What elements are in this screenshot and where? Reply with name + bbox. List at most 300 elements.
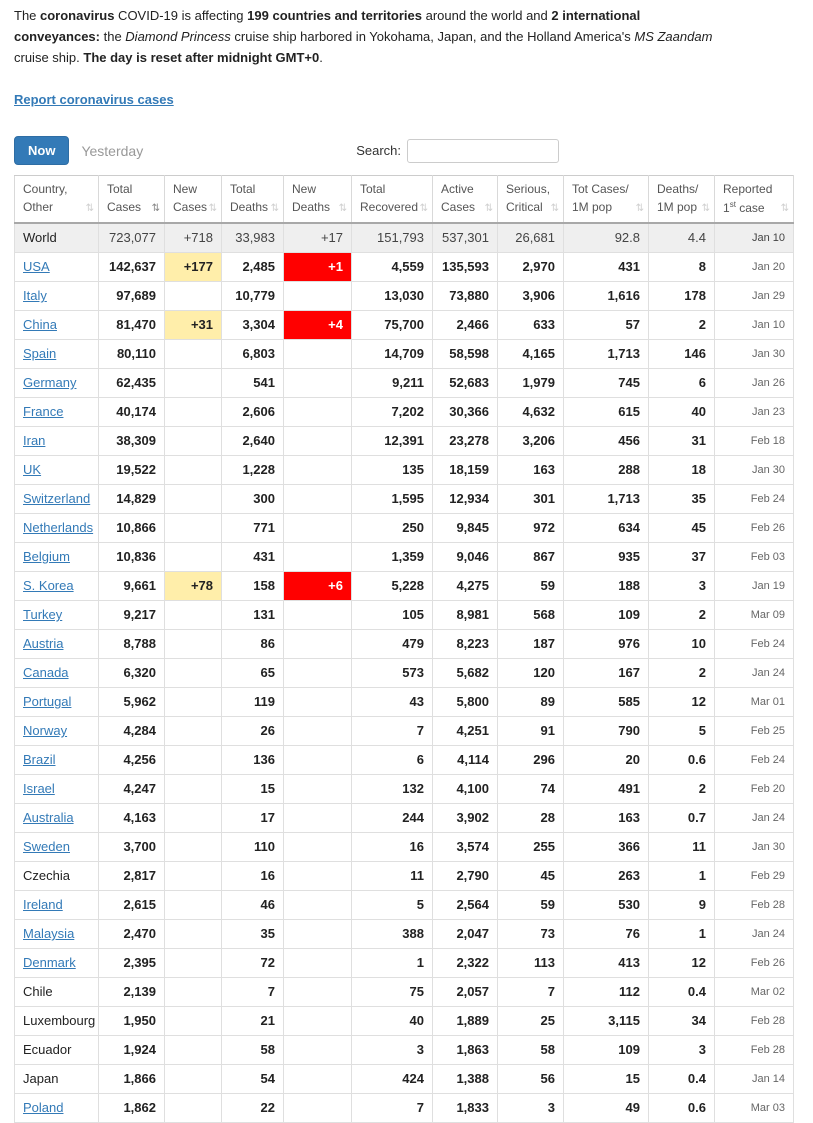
cell-new-deaths (284, 948, 352, 977)
cell-total-recovered: 5 (352, 890, 433, 919)
cell-first-case: Feb 26 (715, 948, 794, 977)
cell-tot-cases-1m: 49 (564, 1093, 649, 1122)
cell-new-deaths (284, 861, 352, 890)
cell-serious-critical: 25 (498, 1006, 564, 1035)
search-input[interactable] (407, 139, 559, 163)
cell-serious-critical: 2,970 (498, 252, 564, 281)
sort-icon: ⇅ (151, 202, 160, 214)
cell-new-cases (165, 948, 222, 977)
cell-active-cases: 4,114 (433, 745, 498, 774)
cell-first-case: Jan 10 (715, 310, 794, 339)
cell-country (15, 832, 99, 861)
cell-first-case: Jan 14 (715, 1064, 794, 1093)
country-label: Luxembourg (23, 1013, 96, 1029)
country-link[interactable]: Poland (23, 1100, 64, 1116)
cell-active-cases: 73,880 (433, 281, 498, 310)
cell-active-cases: 52,683 (433, 368, 498, 397)
country-link[interactable]: Australia (23, 810, 74, 826)
cell-deaths-1m: 6 (649, 368, 715, 397)
cell-serious-critical: 45 (498, 861, 564, 890)
cell-deaths-1m: 1 (649, 861, 715, 890)
cell-total-deaths: 17 (222, 803, 284, 832)
cell-total-recovered: 13,030 (352, 281, 433, 310)
table-row (15, 542, 794, 571)
cell-total-deaths: 16 (222, 861, 284, 890)
cell-new-deaths: +17 (284, 223, 352, 252)
cell-active-cases: 18,159 (433, 455, 498, 484)
cell-total-cases: 2,615 (99, 890, 165, 919)
country-label: Japan (23, 1071, 59, 1087)
cell-total-recovered: 75 (352, 977, 433, 1006)
cell-total-deaths: 2,485 (222, 252, 284, 281)
cell-total-cases: 10,866 (99, 513, 165, 542)
country-link[interactable]: Ireland (23, 897, 63, 913)
table-row (15, 310, 794, 339)
cell-first-case: Jan 19 (715, 571, 794, 600)
table-row (15, 281, 794, 310)
cell-first-case: Jan 20 (715, 252, 794, 281)
cell-total-recovered: 43 (352, 687, 433, 716)
table-row (15, 1006, 794, 1035)
cell-country (15, 455, 99, 484)
cell-first-case: Jan 10 (715, 223, 794, 252)
country-link[interactable]: Norway (23, 723, 68, 739)
col-header-tot-cases-1m[interactable]: Tot Cases/ 1M pop ⇅ (564, 176, 649, 223)
sort-icon: ⇅ (338, 202, 347, 214)
cell-new-deaths (284, 977, 352, 1006)
country-link[interactable]: Austria (23, 636, 64, 652)
cell-serious-critical: 56 (498, 1064, 564, 1093)
cell-deaths-1m: 0.4 (649, 977, 715, 1006)
cell-deaths-1m: 3 (649, 571, 715, 600)
cell-deaths-1m: 0.7 (649, 803, 715, 832)
cell-tot-cases-1m: 15 (564, 1064, 649, 1093)
cell-new-cases (165, 368, 222, 397)
cell-serious-critical: 89 (498, 687, 564, 716)
cell-country (15, 600, 99, 629)
cell-new-deaths (284, 542, 352, 571)
cell-deaths-1m: 9 (649, 890, 715, 919)
col-header-active-cases[interactable]: Active Cases ⇅ (433, 176, 498, 223)
country-link[interactable]: Spain (23, 346, 57, 362)
cell-deaths-1m: 2 (649, 600, 715, 629)
cell-new-cases (165, 832, 222, 861)
cell-new-deaths (284, 484, 352, 513)
sort-icon: ⇅ (701, 202, 710, 214)
cell-tot-cases-1m: 530 (564, 890, 649, 919)
table-row (15, 629, 794, 658)
cell-new-cases (165, 600, 222, 629)
cell-total-recovered: 7,202 (352, 397, 433, 426)
cell-new-cases (165, 426, 222, 455)
cell-deaths-1m: 37 (649, 542, 715, 571)
cell-first-case: Mar 03 (715, 1093, 794, 1122)
table-row (15, 600, 794, 629)
cell-first-case: Jan 23 (715, 397, 794, 426)
country-link[interactable]: UK (23, 462, 42, 478)
cell-total-cases: 4,284 (99, 716, 165, 745)
cell-new-cases: +31 (165, 310, 222, 339)
cell-total-deaths: 136 (222, 745, 284, 774)
table-row (15, 861, 794, 890)
cell-total-cases: 1,924 (99, 1035, 165, 1064)
country-link[interactable]: Malaysia (23, 926, 75, 942)
cell-active-cases: 537,301 (433, 223, 498, 252)
cell-new-cases: +177 (165, 252, 222, 281)
table-row (15, 484, 794, 513)
cell-first-case: Feb 29 (715, 861, 794, 890)
country-link[interactable]: Brazil (23, 752, 56, 768)
cell-total-deaths: 35 (222, 919, 284, 948)
sort-icon: ⇅ (85, 202, 94, 214)
cell-first-case: Feb 24 (715, 484, 794, 513)
cell-total-recovered: 424 (352, 1064, 433, 1093)
cell-country (15, 571, 99, 600)
cell-country (15, 397, 99, 426)
cell-active-cases: 9,845 (433, 513, 498, 542)
country-label: World (23, 230, 57, 246)
cell-country (15, 542, 99, 571)
table-row (15, 1093, 794, 1122)
cell-deaths-1m: 0.6 (649, 1093, 715, 1122)
cell-total-recovered: 9,211 (352, 368, 433, 397)
cell-serious-critical: 120 (498, 658, 564, 687)
cell-tot-cases-1m: 745 (564, 368, 649, 397)
cell-active-cases: 1,863 (433, 1035, 498, 1064)
cell-active-cases: 58,598 (433, 339, 498, 368)
cell-tot-cases-1m: 188 (564, 571, 649, 600)
cell-country (15, 919, 99, 948)
table-row (15, 1064, 794, 1093)
table-row (15, 571, 794, 600)
cell-deaths-1m: 2 (649, 774, 715, 803)
cell-total-recovered: 244 (352, 803, 433, 832)
table-row (15, 948, 794, 977)
cell-active-cases: 4,100 (433, 774, 498, 803)
country-link[interactable]: S. Korea (23, 578, 74, 594)
cell-tot-cases-1m: 431 (564, 252, 649, 281)
cell-new-deaths (284, 455, 352, 484)
cell-serious-critical: 296 (498, 745, 564, 774)
search-label: Search: (356, 143, 402, 159)
cell-new-deaths (284, 339, 352, 368)
cell-total-cases: 4,256 (99, 745, 165, 774)
cell-total-cases: 19,522 (99, 455, 165, 484)
cell-tot-cases-1m: 366 (564, 832, 649, 861)
sort-icon: ⇅ (635, 202, 644, 214)
cell-deaths-1m: 1 (649, 919, 715, 948)
country-link[interactable]: Portugal (23, 694, 72, 710)
country-link[interactable]: China (23, 317, 57, 333)
col-header-total-recovered[interactable]: Total Recovered ⇅ (352, 176, 433, 223)
cell-total-deaths: 15 (222, 774, 284, 803)
cell-new-deaths (284, 281, 352, 310)
cell-new-deaths (284, 774, 352, 803)
cell-serious-critical: 3,206 (498, 426, 564, 455)
cell-total-recovered: 3 (352, 1035, 433, 1064)
cell-serious-critical: 59 (498, 571, 564, 600)
country-link[interactable]: USA (23, 259, 50, 275)
table-row (15, 252, 794, 281)
cell-serious-critical: 3 (498, 1093, 564, 1122)
cell-total-recovered: 40 (352, 1006, 433, 1035)
col-header-deaths-1m[interactable]: Deaths/ 1M pop ⇅ (649, 176, 715, 223)
cell-total-deaths: 54 (222, 1064, 284, 1093)
cell-active-cases: 12,934 (433, 484, 498, 513)
cell-new-cases (165, 861, 222, 890)
cell-new-cases (165, 1035, 222, 1064)
cell-active-cases: 4,275 (433, 571, 498, 600)
cell-serious-critical: 4,165 (498, 339, 564, 368)
col-header-first-case[interactable]: Reported 1st case ⇅ (715, 176, 794, 223)
cell-new-deaths: +4 (284, 310, 352, 339)
cell-new-cases (165, 1064, 222, 1093)
cell-country (15, 1006, 99, 1035)
cell-tot-cases-1m: 1,713 (564, 484, 649, 513)
cell-active-cases: 1,388 (433, 1064, 498, 1093)
cell-serious-critical: 255 (498, 832, 564, 861)
cell-deaths-1m: 11 (649, 832, 715, 861)
cell-new-deaths (284, 513, 352, 542)
cell-new-deaths (284, 397, 352, 426)
cell-new-cases: +78 (165, 571, 222, 600)
cell-tot-cases-1m: 413 (564, 948, 649, 977)
cell-country (15, 716, 99, 745)
country-label: Czechia (23, 868, 70, 884)
cell-deaths-1m: 5 (649, 716, 715, 745)
cell-tot-cases-1m: 57 (564, 310, 649, 339)
cell-total-recovered: 12,391 (352, 426, 433, 455)
table-row (15, 890, 794, 919)
table-row (15, 774, 794, 803)
country-link[interactable]: Sweden (23, 839, 70, 855)
cell-tot-cases-1m: 112 (564, 977, 649, 1006)
cell-first-case: Jan 30 (715, 339, 794, 368)
cell-new-cases (165, 484, 222, 513)
cell-total-cases: 10,836 (99, 542, 165, 571)
cell-total-recovered: 1 (352, 948, 433, 977)
col-header-total-deaths[interactable]: Total Deaths ⇅ (222, 176, 284, 223)
cell-tot-cases-1m: 288 (564, 455, 649, 484)
cell-new-cases: +718 (165, 223, 222, 252)
cell-new-deaths (284, 629, 352, 658)
cell-total-cases: 3,700 (99, 832, 165, 861)
table-body (15, 223, 794, 1122)
cell-country (15, 658, 99, 687)
cell-new-cases (165, 1093, 222, 1122)
table-row (15, 832, 794, 861)
col-header-country[interactable]: Country, Other ⇅ (15, 176, 99, 223)
cell-country (15, 281, 99, 310)
cell-deaths-1m: 2 (649, 310, 715, 339)
country-label: Chile (23, 984, 53, 1000)
cell-active-cases: 5,682 (433, 658, 498, 687)
table-row (15, 716, 794, 745)
cell-total-cases: 2,470 (99, 919, 165, 948)
cell-total-cases: 97,689 (99, 281, 165, 310)
cell-new-deaths (284, 1035, 352, 1064)
table-row (15, 745, 794, 774)
cell-tot-cases-1m: 790 (564, 716, 649, 745)
cell-total-recovered: 75,700 (352, 310, 433, 339)
cell-tot-cases-1m: 976 (564, 629, 649, 658)
table-row (15, 397, 794, 426)
cell-deaths-1m: 10 (649, 629, 715, 658)
cell-active-cases: 3,574 (433, 832, 498, 861)
country-link[interactable]: Netherlands (23, 520, 94, 536)
cell-new-cases (165, 803, 222, 832)
cell-tot-cases-1m: 167 (564, 658, 649, 687)
cell-total-deaths: 3,304 (222, 310, 284, 339)
cell-total-deaths: 86 (222, 629, 284, 658)
intro-paragraph: The coronavirus COVID-19 is affecting 199 countries and territories around the world and 2 international conveyances: the Diamond Princess cruise ship harbored in Yokohama, Japan, and the Holland America's MS Zaandam cruise ship. The day is reset after midnight GMT+0. (14, 8, 713, 65)
cell-total-deaths: 6,803 (222, 339, 284, 368)
cell-new-deaths (284, 1006, 352, 1035)
country-link[interactable]: Turkey (23, 607, 63, 623)
cell-country (15, 1035, 99, 1064)
sort-icon: ⇅ (419, 202, 428, 214)
table-row (15, 919, 794, 948)
cell-total-deaths: 1,228 (222, 455, 284, 484)
country-label: Ecuador (23, 1042, 72, 1058)
cell-serious-critical: 3,906 (498, 281, 564, 310)
cell-total-cases: 14,829 (99, 484, 165, 513)
table-row (15, 455, 794, 484)
cell-total-deaths: 771 (222, 513, 284, 542)
cell-first-case: Jan 24 (715, 919, 794, 948)
report-cases-link[interactable]: Report coronavirus cases (14, 92, 174, 108)
sort-icon: ⇅ (208, 202, 217, 214)
now-button[interactable]: Now (14, 136, 69, 165)
cell-first-case: Feb 24 (715, 745, 794, 774)
col-header-new-cases[interactable]: New Cases ⇅ (165, 176, 222, 223)
cell-active-cases: 2,322 (433, 948, 498, 977)
cell-total-deaths: 26 (222, 716, 284, 745)
cell-new-deaths (284, 658, 352, 687)
country-link[interactable]: Canada (23, 665, 69, 681)
cell-country (15, 339, 99, 368)
cell-total-deaths: 58 (222, 1035, 284, 1064)
country-link[interactable]: Iran (23, 433, 46, 449)
cell-new-deaths (284, 687, 352, 716)
table-row (15, 687, 794, 716)
cell-first-case: Mar 09 (715, 600, 794, 629)
country-link[interactable]: Denmark (23, 955, 76, 971)
cell-new-deaths (284, 803, 352, 832)
country-link[interactable]: Switzerland (23, 491, 91, 507)
cell-tot-cases-1m: 491 (564, 774, 649, 803)
cell-tot-cases-1m: 456 (564, 426, 649, 455)
cell-deaths-1m: 18 (649, 455, 715, 484)
cell-deaths-1m: 3 (649, 1035, 715, 1064)
cell-total-deaths: 21 (222, 1006, 284, 1035)
sort-icon: ⇅ (484, 202, 493, 214)
controls-bar (14, 136, 799, 165)
cell-total-recovered: 16 (352, 832, 433, 861)
cell-deaths-1m: 35 (649, 484, 715, 513)
cell-total-recovered: 132 (352, 774, 433, 803)
cell-total-deaths: 541 (222, 368, 284, 397)
country-link[interactable]: France (23, 404, 64, 420)
cell-new-cases (165, 455, 222, 484)
cell-tot-cases-1m: 20 (564, 745, 649, 774)
cell-tot-cases-1m: 163 (564, 803, 649, 832)
cell-new-deaths: +1 (284, 252, 352, 281)
cell-serious-critical: 91 (498, 716, 564, 745)
cell-deaths-1m: 146 (649, 339, 715, 368)
col-header-new-deaths[interactable]: New Deaths ⇅ (284, 176, 352, 223)
cell-total-cases: 5,962 (99, 687, 165, 716)
table-row (15, 513, 794, 542)
cell-tot-cases-1m: 615 (564, 397, 649, 426)
cell-active-cases: 1,833 (433, 1093, 498, 1122)
country-link[interactable]: Belgium (23, 549, 70, 565)
cell-first-case: Feb 26 (715, 513, 794, 542)
cell-new-deaths (284, 1093, 352, 1122)
cell-total-cases: 4,247 (99, 774, 165, 803)
table-row (15, 803, 794, 832)
col-header-serious-critical[interactable]: Serious, Critical ⇅ (498, 176, 564, 223)
cell-deaths-1m: 178 (649, 281, 715, 310)
cell-new-deaths (284, 426, 352, 455)
cell-country (15, 629, 99, 658)
cell-tot-cases-1m: 1,713 (564, 339, 649, 368)
cell-serious-critical: 28 (498, 803, 564, 832)
cell-new-cases (165, 774, 222, 803)
cell-active-cases: 2,790 (433, 861, 498, 890)
cell-new-cases (165, 716, 222, 745)
cell-total-deaths: 7 (222, 977, 284, 1006)
cell-total-cases: 1,950 (99, 1006, 165, 1035)
cell-new-deaths: +6 (284, 571, 352, 600)
cell-serious-critical: 4,632 (498, 397, 564, 426)
cell-total-recovered: 14,709 (352, 339, 433, 368)
country-link[interactable]: Israel (23, 781, 55, 797)
cell-country (15, 687, 99, 716)
cell-serious-critical: 301 (498, 484, 564, 513)
cell-new-cases (165, 658, 222, 687)
cell-deaths-1m: 45 (649, 513, 715, 542)
cell-active-cases: 3,902 (433, 803, 498, 832)
cell-active-cases: 2,047 (433, 919, 498, 948)
cell-total-recovered: 105 (352, 600, 433, 629)
cell-tot-cases-1m: 1,616 (564, 281, 649, 310)
table-row (15, 426, 794, 455)
col-header-total-cases[interactable]: Total Cases ⇅ (99, 176, 165, 223)
cell-total-deaths: 22 (222, 1093, 284, 1122)
cell-active-cases: 8,223 (433, 629, 498, 658)
cell-first-case: Jan 30 (715, 832, 794, 861)
cell-total-deaths: 72 (222, 948, 284, 977)
cell-new-cases (165, 1006, 222, 1035)
cell-deaths-1m: 12 (649, 687, 715, 716)
cell-total-recovered: 11 (352, 861, 433, 890)
cell-total-deaths: 33,983 (222, 223, 284, 252)
cell-new-deaths (284, 600, 352, 629)
country-link[interactable]: Germany (23, 375, 77, 391)
cell-country (15, 252, 99, 281)
cell-country (15, 484, 99, 513)
yesterday-button[interactable]: Yesterday (81, 142, 144, 159)
country-link[interactable]: Italy (23, 288, 47, 304)
cell-total-recovered: 250 (352, 513, 433, 542)
cell-total-deaths: 2,606 (222, 397, 284, 426)
cell-country (15, 803, 99, 832)
cell-active-cases: 2,057 (433, 977, 498, 1006)
cell-country (15, 948, 99, 977)
cell-new-deaths (284, 1064, 352, 1093)
cell-country (15, 513, 99, 542)
